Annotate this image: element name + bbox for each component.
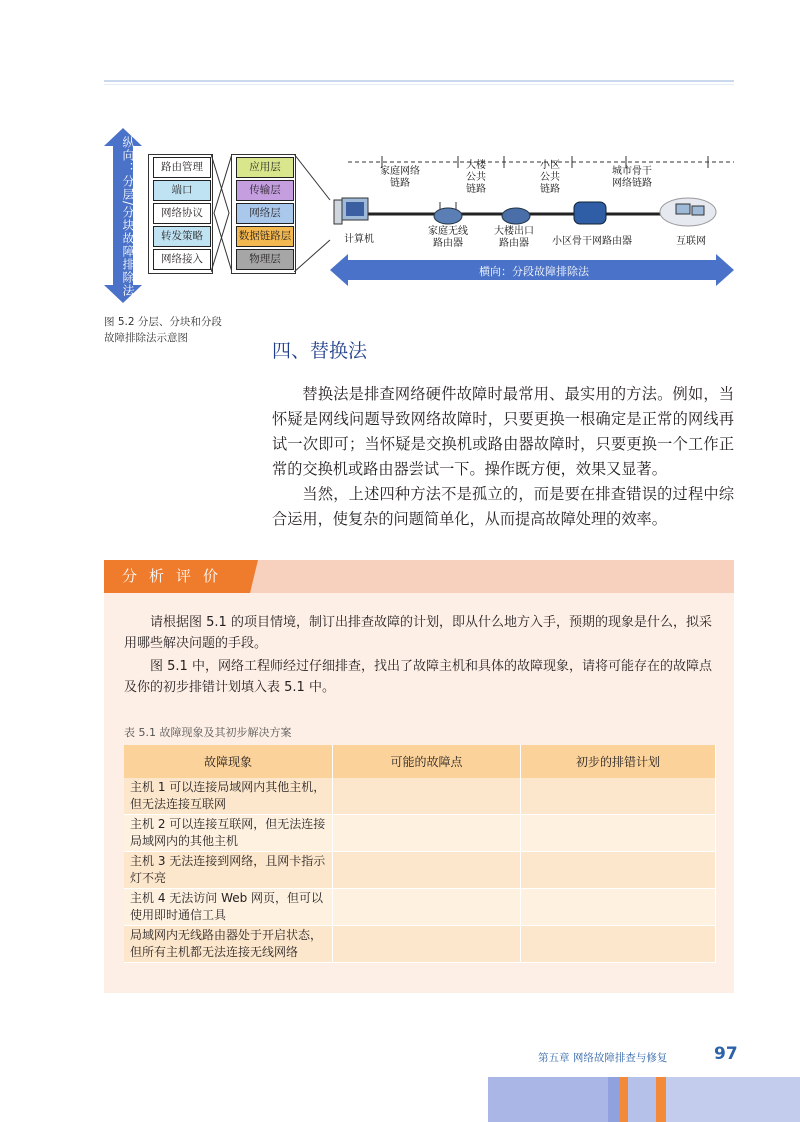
fault-table <box>124 745 716 963</box>
table-header: 可能的故障点 <box>333 745 521 778</box>
table-cell[interactable] <box>521 815 716 852</box>
analysis-paragraph: 请根据图 5.1 的项目情境，制订出排查故障的计划，即从什么地方入手，预期的现象是什么，拟采用哪些解决问题的手段。 <box>124 615 712 651</box>
node-label: 计算机 <box>344 234 374 245</box>
table-cell[interactable] <box>333 889 521 926</box>
table-cell[interactable] <box>333 926 521 963</box>
footer-band <box>608 1077 620 1122</box>
analysis-paragraph: 图 5.1 中，网络工程师经过仔细排查，找出了故障主机和具体的故障现象，请将可能存在的故障点及你的初步排错计划填入表 5.1 中。 <box>124 659 712 695</box>
footer-band <box>620 1077 628 1122</box>
connector-lines <box>294 154 334 272</box>
layer-cell: 应用层 <box>236 157 294 178</box>
segment-label: 大楼 公共 链路 <box>466 160 486 195</box>
paragraph: 当然，上述四种方法不是孤立的，而是要在排查错误的过程中综合运用，使复杂的问题简单化，从而提高故障处理的效率。 <box>272 485 734 528</box>
left-cell: 网络接入 <box>153 249 211 270</box>
table-row <box>124 815 716 852</box>
table-cell: 主机 4 无法访问 Web 网页，但可以使用即时通信工具 <box>124 889 333 926</box>
paragraph: 替换法是排查网络硬件故障时最常用、最实用的方法。例如，当怀疑是网线问题导致网络故障时，只要更换一根确定是正常的网线再试一次即可；当怀疑是交换机或路由器故障时，只要更换一个工作正常的交换机或路由器尝试一下。操作既方便，效果又显著。 <box>272 385 734 478</box>
table-cell: 主机 2 可以连接互联网，但无法连接局域网内的其他主机 <box>124 815 333 852</box>
table-row <box>124 852 716 889</box>
table-header: 故障现象 <box>124 745 333 778</box>
table-caption: 表 5.1 故障现象及其初步解决方案 <box>124 726 292 739</box>
caption-line: 故障排除法示意图 <box>104 332 188 344</box>
table-cell[interactable] <box>333 778 521 815</box>
layer-cell: 物理层 <box>236 249 294 270</box>
layer-cell: 数据链路层 <box>236 226 294 247</box>
segment-label: 家庭网络 链路 <box>380 166 420 189</box>
left-cell: 网络协议 <box>153 203 211 224</box>
page-number: 97 <box>714 1044 738 1064</box>
node-label: 大楼出口 路由器 <box>494 226 534 249</box>
table-cell[interactable] <box>521 852 716 889</box>
footer-band <box>666 1077 800 1122</box>
figure-caption <box>104 314 222 346</box>
table-cell[interactable] <box>521 778 716 815</box>
figure-5-2 <box>104 118 734 308</box>
footer-band <box>488 1077 608 1122</box>
table-header: 初步的排错计划 <box>521 745 716 778</box>
caption-line: 图 5.2 分层、分块和分段 <box>104 316 222 328</box>
header-rule <box>104 80 734 82</box>
node-label: 家庭无线 路由器 <box>428 226 468 249</box>
table-cell[interactable] <box>333 852 521 889</box>
table-row <box>124 926 716 963</box>
analysis-header <box>104 560 734 593</box>
vertical-label: 纵向：分层/分块故障排除法 <box>121 136 135 298</box>
chapter-title: 第五章 网络故障排查与修复 <box>538 1052 668 1064</box>
section-heading: 四、替换法 <box>272 340 368 362</box>
left-cell: 端口 <box>153 180 211 201</box>
left-cell: 转发策略 <box>153 226 211 247</box>
segment-label: 小区 公共 链路 <box>540 160 560 195</box>
bracket-right <box>212 154 232 272</box>
left-cell: 路由管理 <box>153 157 211 178</box>
table-cell[interactable] <box>333 815 521 852</box>
node-label: 互联网 <box>676 236 706 247</box>
header-rule-light <box>104 84 734 85</box>
table-cell: 主机 3 无法连接到网络，且网卡指示灯不亮 <box>124 852 333 889</box>
analysis-title: 分析评价 <box>104 560 250 593</box>
footer-band <box>656 1077 666 1122</box>
table-cell: 主机 1 可以连接局域网内其他主机，但无法连接互联网 <box>124 778 333 815</box>
layer-cell: 传输层 <box>236 180 294 201</box>
table-row <box>124 889 716 926</box>
table-cell[interactable] <box>521 926 716 963</box>
node-label: 小区骨干网路由器 <box>552 236 632 247</box>
table-row <box>124 778 716 815</box>
table-cell[interactable] <box>521 889 716 926</box>
segment-label: 城市骨干 网络链路 <box>612 166 652 189</box>
table-cell: 局域网内无线路由器处于开启状态，但所有主机都无法连接无线网络 <box>124 926 333 963</box>
horizontal-label: 横向：分段故障排除法 <box>479 265 589 278</box>
footer-band <box>628 1077 656 1122</box>
right-column <box>231 154 296 274</box>
layer-cell: 网络层 <box>236 203 294 224</box>
left-column <box>148 154 213 274</box>
analysis-title-tip <box>250 560 258 593</box>
